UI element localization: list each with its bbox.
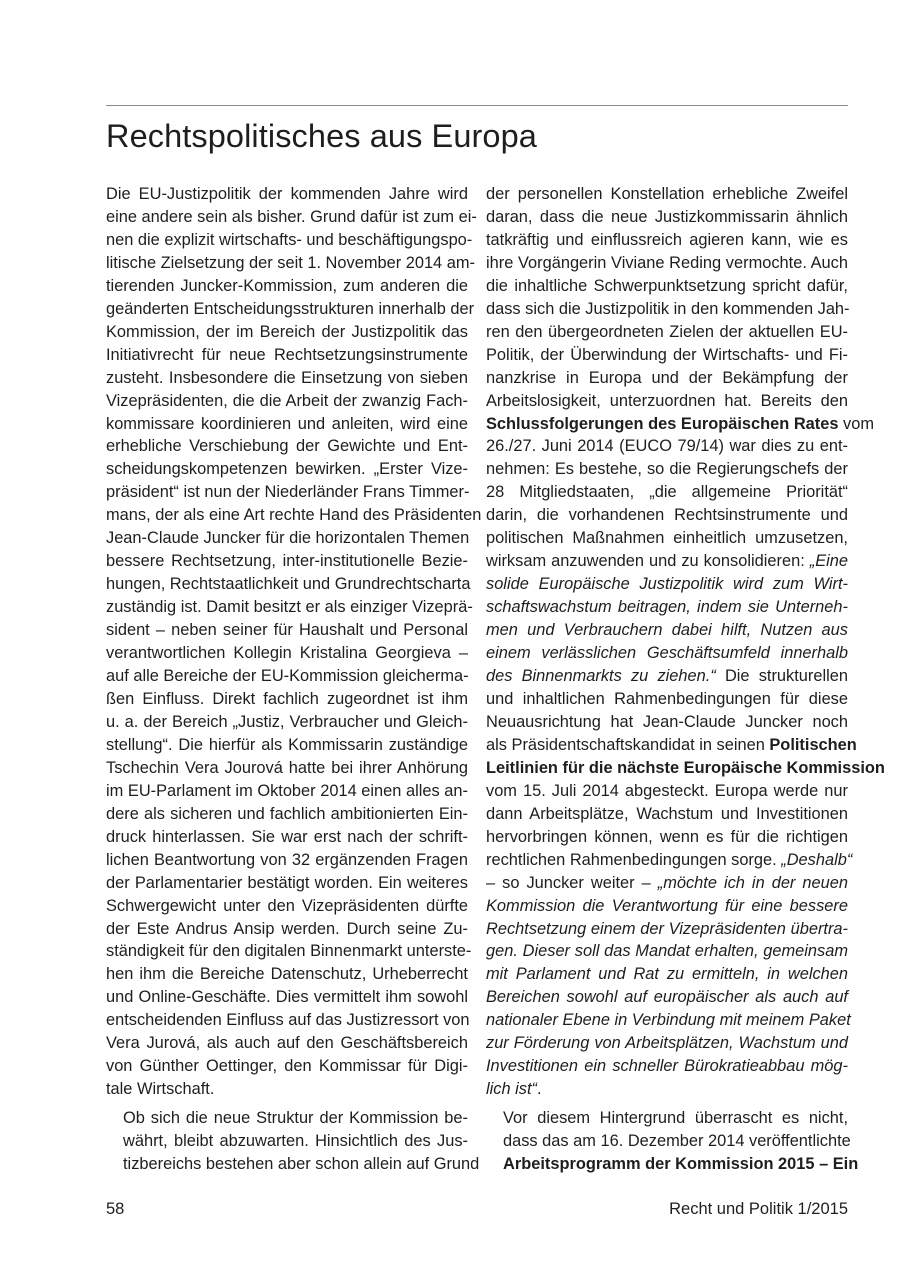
left-column: [106, 183, 482, 1176]
text-line: nehmen: Es bestehe, so die Regierungschefs der: [486, 460, 848, 479]
text-line: geänderten Entscheidungsstrukturen innerhalb der: [106, 299, 475, 318]
text-line: präsident“ ist nun der Niederländer Frans Timmer-: [106, 483, 470, 502]
text-line: ihre Vorgängerin Viviane Reding vermochte. Auch: [486, 253, 848, 272]
text-line: [486, 1153, 859, 1176]
text-line: 28 Mitgliedstaaten, „die allgemeine Priorität“: [486, 483, 848, 502]
text-line: [486, 619, 848, 642]
text-line: erhebliche Verschiebung der Gewichte und Ent-: [106, 437, 468, 456]
italic-quote: zur Förderung von Arbeitsplätzen, Wachstum und: [486, 1034, 848, 1053]
italic-quote: lich ist“: [486, 1080, 537, 1099]
text-line: litische Zielsetzung der seit 1. November 2014 am-: [106, 253, 475, 272]
text-line: [486, 596, 848, 619]
italic-quote: des Binnenmarkts zu ziehen.“: [486, 667, 716, 686]
text-line: [486, 895, 848, 918]
text-line: Schwergewicht unter den Vizepräsidenten dürfte: [106, 896, 468, 915]
italic-quote: „Deshalb“: [781, 850, 853, 869]
text-line: [486, 573, 848, 596]
text-line: entscheidenden Einfluss auf das Justizressort von: [106, 1011, 470, 1030]
text-line: lich ist“.: [486, 1080, 542, 1099]
italic-quote: gen. Dieser soll das Mandat erhalten, gemeinsam: [486, 942, 848, 961]
text-line: nanzkrise in Europa und der Bekämpfung der: [486, 368, 848, 387]
text-line: eine andere sein als bisher. Grund dafür ist zum ei-: [106, 207, 477, 226]
text-line: Vor diesem Hintergrund überrascht es nicht,: [503, 1109, 848, 1128]
text-line: verantwortlichen Kollegin Kristalina Georgieva –: [106, 644, 468, 663]
text-line: und Online-Geschäfte. Dies vermittelt ihm sowohl: [106, 988, 468, 1007]
text-line: Vera Jurová, als auch auf den Geschäftsbereich: [106, 1034, 468, 1053]
text-line: Ob sich die neue Struktur der Kommission be-: [123, 1109, 468, 1128]
text-line: der Este Andrus Ansip werden. Durch seine Zu-: [106, 919, 468, 938]
text-line: und inhaltlichen Rahmenbedingungen für diese: [486, 689, 848, 708]
text-line: währt, bleibt abzuwarten. Hinsichtlich des Jus-: [123, 1132, 468, 1151]
text-line: [486, 986, 848, 1009]
text-line: die inhaltliche Schwerpunktsetzung spricht dafür,: [486, 276, 848, 295]
text-line: hen ihm die Bereiche Datenschutz, Urheberrecht: [106, 965, 468, 984]
text-line: [486, 1032, 848, 1055]
text-line: des Binnenmarkts zu ziehen.“ Die strukturellen: [486, 667, 848, 686]
right-column: [486, 183, 885, 1176]
italic-quote: men und Verbrauchern dabei hilft, Nutzen aus: [486, 621, 848, 640]
text-line: Die EU-Justizpolitik der kommenden Jahre wird: [106, 185, 468, 203]
text-line: von Günther Oettinger, den Kommissar für Digi-: [106, 1057, 468, 1076]
text-line: kommissare koordinieren und anleiten, wird eine: [106, 414, 468, 433]
bold-emphasis: Arbeitsprogramm der Kommission 2015 – Ein: [503, 1155, 859, 1174]
text-line: [486, 642, 848, 665]
text-line: druck hinterlassen. Sie war erst nach der schrift-: [106, 827, 468, 846]
italic-quote: nationaler Ebene in Verbindung mit meinem Paket: [486, 1011, 851, 1030]
text-line: hungen, Rechtstaatlichkeit und Grundrechtscharta: [106, 575, 471, 594]
italic-quote: „möchte ich in der neuen: [657, 873, 848, 892]
text-line: daran, dass die neue Justizkommissarin ähnlich: [486, 207, 848, 226]
text-line: nen die explizit wirtschafts- und beschäftigungspo-: [106, 230, 473, 249]
text-line: zuständig ist. Damit besitzt er als einziger Vizeprä-: [106, 598, 473, 617]
italic-quote: Investitionen ein schneller Bürokratieabbau mög-: [486, 1057, 848, 1076]
text-line: Politik, der Überwindung der Wirtschafts- und Fi-: [486, 345, 848, 364]
text-line: vom 15. Juli 2014 abgesteckt. Europa werde nur: [486, 781, 848, 800]
text-line: Jean-Claude Juncker für die horizontalen Themen: [106, 529, 470, 548]
paragraph: [486, 183, 885, 1101]
italic-quote: solide Europäische Justizpolitik wird zum Wirt-: [486, 575, 848, 594]
text-line: dere als sicheren und fachlich ambitionierten Ein-: [106, 804, 468, 823]
text-line: [486, 757, 885, 780]
text-line: zusteht. Insbesondere die Einsetzung von sieben: [106, 368, 468, 387]
italic-quote: Kommission die Verantwortung für eine bessere: [486, 896, 848, 915]
text-line: der personellen Konstellation erhebliche Zweifel: [486, 185, 848, 203]
italic-quote: mit Parlament und Rat zu ermitteln, in welchen: [486, 965, 848, 984]
bold-emphasis: Leitlinien für die nächste Europäische Kommission: [486, 758, 885, 777]
text-line: [486, 918, 848, 941]
text-line: ßen Einfluss. Direkt fachlich zugeordnet ist ihm: [106, 689, 468, 708]
text-line: Vizepräsidenten, die die Arbeit der zwanzig Fach-: [106, 391, 468, 410]
text-line: der Parlamentarier bestätigt worden. Ein weiteres: [106, 873, 468, 892]
paragraph: [106, 1107, 480, 1176]
text-line: stellung“. Die hierfür als Kommissarin zuständige: [106, 735, 468, 754]
italic-quote: schaftswachstum beitragen, indem sie Unterneh-: [486, 598, 848, 617]
text-line: u. a. der Bereich „Justiz, Verbraucher und Gleich-: [106, 712, 468, 731]
paragraph: [486, 1107, 859, 1176]
text-line: Initiativrecht für neue Rechtsetzungsinstrumente: [106, 345, 468, 364]
text-line: scheidungskompetenzen bewirken. „Erster Vize-: [106, 460, 468, 479]
text-line: lichen Beantwortung von 32 ergänzenden Fragen: [106, 850, 468, 869]
text-line: [486, 1009, 851, 1032]
text-line: wirksam anzuwenden und zu konsolidieren: „Eine: [486, 552, 848, 571]
text-line: auf alle Bereiche der EU-Kommission gleicherma-: [106, 667, 469, 686]
bold-emphasis: Politischen: [769, 735, 857, 754]
italic-quote: einem verlässlichen Geschäftsumfeld innerhalb: [486, 644, 848, 663]
text-line: rechtlichen Rahmenbedingungen sorge. „Deshalb“: [486, 850, 853, 869]
text-line: 26./27. Juni 2014 (EUCO 79/14) war dies zu ent-: [486, 437, 848, 456]
text-line: bessere Rechtsetzung, inter-institutionelle Bezie-: [106, 552, 468, 571]
text-line: tizbereichs bestehen aber schon allein auf Grund: [123, 1155, 480, 1174]
page-number: 58: [106, 1200, 125, 1218]
article-title: Rechtspolitisches aus Europa: [106, 118, 537, 154]
text-line: [486, 963, 848, 986]
text-line: ren den übergeordneten Zielen der aktuellen EU-: [486, 322, 848, 341]
text-line: tale Wirtschaft.: [106, 1080, 215, 1099]
text-line: [486, 940, 848, 963]
text-line: ständigkeit für den digitalen Binnenmarkt unterste-: [106, 942, 472, 961]
journal-citation: Recht und Politik 1/2015: [669, 1200, 848, 1218]
text-line: dann Arbeitsplätze, Wachstum und Investitionen: [486, 804, 848, 823]
text-line: tatkräftig und einflussreich agieren kann, wie es: [486, 230, 848, 249]
paragraph: [106, 183, 482, 1101]
text-line: Neuausrichtung hat Jean-Claude Juncker noch: [486, 712, 848, 731]
text-line: tierenden Juncker-Kommission, zum anderen die: [106, 276, 468, 295]
text-line: – so Juncker weiter – „möchte ich in der neuen: [486, 873, 848, 892]
text-line: als Präsidentschaftskandidat in seinen Politischen: [486, 735, 857, 754]
text-line: hervorbringen können, wenn es für die richtigen: [486, 827, 848, 846]
italic-quote: Bereichen sowohl auf europäischer als auch auf: [486, 988, 848, 1007]
text-line: im EU-Parlament im Oktober 2014 einen alles an-: [106, 781, 468, 800]
text-line: Schlussfolgerungen des Europäischen Rates vom: [486, 414, 875, 433]
text-line: Arbeitslosigkeit, unterzuordnen hat. Bereits den: [486, 391, 848, 410]
bold-emphasis: Schlussfolgerungen des Europäischen Rates: [486, 414, 839, 433]
text-line: Kommission, der im Bereich der Justizpolitik das: [106, 322, 468, 341]
text-line: [486, 1055, 848, 1078]
text-line: mans, der als eine Art rechte Hand des Präsidenten: [106, 506, 482, 525]
text-line: politischen Maßnahmen einheitlich umzusetzen,: [486, 529, 848, 548]
text-line: dass das am 16. Dezember 2014 veröffentlichte: [503, 1132, 851, 1151]
text-line: darin, die vorhandenen Rechtsinstrumente und: [486, 506, 848, 525]
text-line: Tschechin Vera Jourová hatte bei ihrer Anhörung: [106, 758, 468, 777]
text-line: dass sich die Justizpolitik in den kommenden Jah-: [486, 299, 850, 318]
header-rule: [106, 105, 848, 106]
text-line: sident – neben seiner für Haushalt und Personal: [106, 621, 468, 640]
italic-quote: Rechtsetzung einem der Vizepräsidenten übertra-: [486, 919, 848, 938]
italic-quote: „Eine: [809, 552, 848, 571]
